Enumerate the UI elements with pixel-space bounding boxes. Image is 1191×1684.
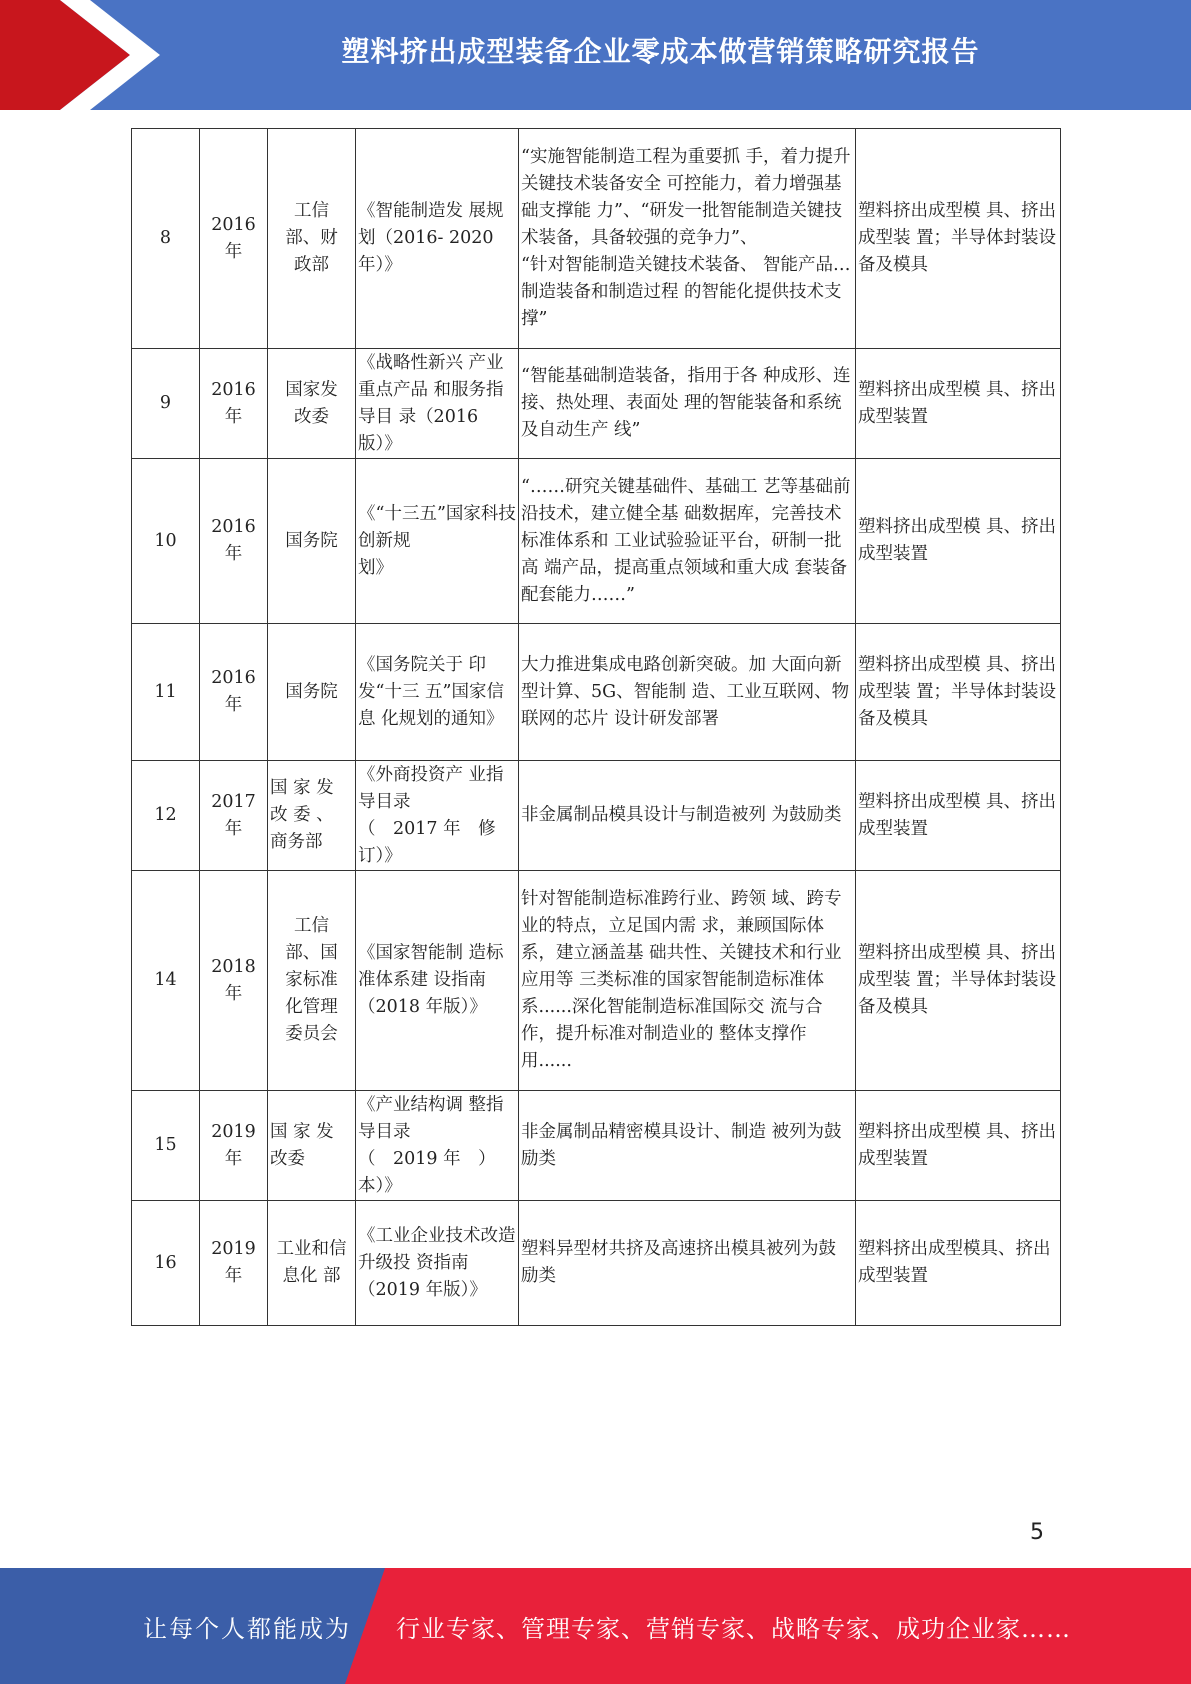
table-row: [132, 871, 1061, 1091]
row-number: 10: [132, 459, 200, 624]
table-row: [132, 459, 1061, 624]
row-content: 大力推进集成电路创新突破。加 大面向新型计算、5G、智能制 造、工业互联网、物联网的芯片 设计研发部署: [519, 624, 856, 761]
row-content: “实施智能制造工程为重要抓 手，着力提升关键技术装备安全 可控能力，着力增强基础支撑能 力”、“研发一批智能制造关键技 术装备，具备较强的竞争力”、 “针对智能制造关键技术装备、 智能产品…制造装备和制造过程 的智能化提供技术支撑”: [519, 129, 856, 349]
row-document: 《外商投资产 业指导目录 （ 2017 年 修订）》: [356, 761, 519, 871]
row-document: 《工业企业技术改造升级投 资指南（2019 年版）》: [356, 1201, 519, 1326]
row-number: 11: [132, 624, 200, 761]
footer-slogan-right: 行业专家、管理专家、营销专家、战略专家、成功企业家……: [396, 1614, 1071, 1643]
row-content: 针对智能制造标准跨行业、跨领 域、跨专业的特点，立足国内需 求，兼顾国际体系，建立涵盖基 础共性、关键技术和行业应用等 三类标准的国家智能制造标准体 系......深化智能制造标准国际交 流与合作，提升标准对制造业的 整体支撑作用......: [519, 871, 856, 1091]
row-number: 14: [132, 871, 200, 1091]
row-year: 2019 年: [200, 1091, 268, 1201]
row-document: 《产业结构调 整指导目录 （ 2019 年 ）本）》: [356, 1091, 519, 1201]
footer-slogan-left: 让每个人都能成为: [143, 1614, 351, 1643]
table-row: [132, 761, 1061, 871]
row-year: 2016 年: [200, 349, 268, 459]
row-year: 2017 年: [200, 761, 268, 871]
row-document: 《“十三五”国家科技创新规 划》: [356, 459, 519, 624]
row-department: 工信 部、财 政部: [268, 129, 356, 349]
row-year: 2018 年: [200, 871, 268, 1091]
row-document: 《战略性新兴 产业重点产品 和服务指导目 录（2016 版）》: [356, 349, 519, 459]
policy-table: [131, 128, 1061, 1326]
row-number: 8: [132, 129, 200, 349]
row-number: 16: [132, 1201, 200, 1326]
header-arrow-decoration: [0, 0, 160, 110]
footer-banner: [0, 1568, 1191, 1684]
table-row: [132, 129, 1061, 349]
row-products: 塑料挤出成型模 具、挤出成型装置: [856, 349, 1061, 459]
row-products: 塑料挤出成型模 具、挤出成型装置: [856, 761, 1061, 871]
row-products: 塑料挤出成型模具、挤出成型装置: [856, 1201, 1061, 1326]
row-products: 塑料挤出成型模 具、挤出成型装 置；半导体封装设 备及模具: [856, 624, 1061, 761]
row-number: 15: [132, 1091, 200, 1201]
policy-table-container: [131, 128, 1060, 1326]
row-department: 国 家 发 改委: [268, 1091, 356, 1201]
table-row: [132, 624, 1061, 761]
row-year: 2016 年: [200, 624, 268, 761]
row-products: 塑料挤出成型模 具、挤出成型装 置；半导体封装设 备及模具: [856, 129, 1061, 349]
row-content: “……研究关键基础件、基础工 艺等基础前沿技术，建立健全基 础数据库，完善技术标准体系和 工业试验验证平台，研制一批高 端产品，提高重点领域和重大成 套装备配套能力……”: [519, 459, 856, 624]
row-content: 非金属制品模具设计与制造被列 为鼓励类: [519, 761, 856, 871]
row-document: 《国务院关于 印发“十三 五”国家信息 化规划的通知》: [356, 624, 519, 761]
row-products: 塑料挤出成型模 具、挤出成型装置: [856, 459, 1061, 624]
row-number: 12: [132, 761, 200, 871]
row-department: 工业和信 息化 部: [268, 1201, 356, 1326]
row-year: 2016 年: [200, 459, 268, 624]
table-row: [132, 1201, 1061, 1326]
page-number: 5: [1030, 1520, 1044, 1545]
row-department: 国务院: [268, 459, 356, 624]
report-title: 塑料挤出成型装备企业零成本做营销策略研究报告: [341, 35, 980, 68]
row-number: 9: [132, 349, 200, 459]
row-department: 工信 部、国 家标准 化管理 委员会: [268, 871, 356, 1091]
row-content: 非金属制品精密模具设计、制造 被列为鼓励类: [519, 1091, 856, 1201]
row-year: 2019 年: [200, 1201, 268, 1326]
row-document: 《国家智能制 造标准体系建 设指南（2018 年版）》: [356, 871, 519, 1091]
row-department: 国家发 改委: [268, 349, 356, 459]
table-row: [132, 349, 1061, 459]
row-products: 塑料挤出成型模 具、挤出成型装 置；半导体封装设 备及模具: [856, 871, 1061, 1091]
row-department: 国 家 发 改 委 、 商务部: [268, 761, 356, 871]
row-content: 塑料异型材共挤及高速挤出模具被列为鼓励类: [519, 1201, 856, 1326]
header-banner: [0, 0, 1191, 110]
row-products: 塑料挤出成型模 具、挤出成型装置: [856, 1091, 1061, 1201]
row-year: 2016 年: [200, 129, 268, 349]
row-department: 国务院: [268, 624, 356, 761]
row-content: “智能基础制造装备，指用于各 种成形、连接、热处理、表面处 理的智能装备和系统及自动生产 线”: [519, 349, 856, 459]
table-row: [132, 1091, 1061, 1201]
row-document: 《智能制造发 展规划（2016- 2020 年）》: [356, 129, 519, 349]
